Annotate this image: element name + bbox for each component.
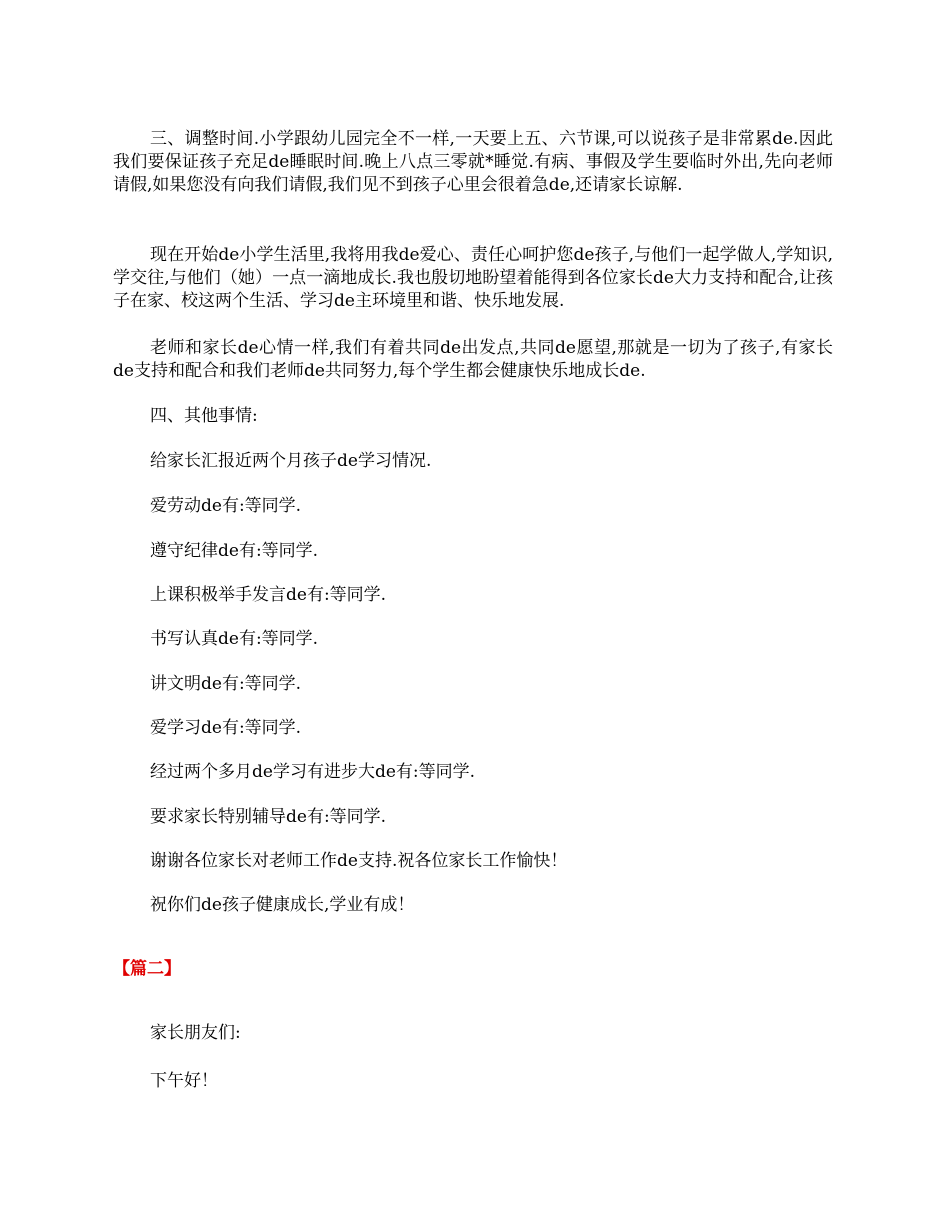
section-heading: 【篇二】 bbox=[113, 959, 181, 979]
list-item: 要求家长特别辅导de有:等同学. bbox=[150, 807, 387, 827]
list-item: 上课积极举手发言de有:等同学. bbox=[150, 585, 387, 605]
other-matters-heading: 四、其他事情: bbox=[150, 406, 258, 426]
paragraph-care: 现在开始de小学生活里,我将用我de爱心、责任心呵护您de孩子,与他们一起学做人,学知识,学交往,与他们（她）一点一滴地成长.我也殷切地盼望着能得到各位家长de大力支持和配合,让孩子在家、校这两个生活、学习de主环境里和谐、快乐地发展. bbox=[113, 245, 833, 311]
list-item: 书写认真de有:等同学. bbox=[150, 629, 319, 649]
greeting-line: 家长朋友们: bbox=[150, 1023, 241, 1043]
list-item: 给家长汇报近两个月孩子de学习情况. bbox=[150, 451, 432, 471]
paragraph-schedule: 三、调整时间.小学跟幼儿园完全不一样,一天要上五、六节课,可以说孩子是非常累de.因此我们要保证孩子充足de睡眠时间.晚上八点三零就*睡觉.有病、事假及学生要临时外出,先向老师请假,如果您没有向我们请假,我们见不到孩子心里会很着急de,还请家长谅解. bbox=[113, 129, 833, 195]
thanks-line: 谢谢各位家长对老师工作de支持.祝各位家长工作愉快！ bbox=[150, 851, 568, 871]
list-item: 爱劳动de有:等同学. bbox=[150, 496, 302, 516]
list-item: 讲文明de有:等同学. bbox=[150, 674, 302, 694]
greeting-line: 下午好！ bbox=[150, 1071, 218, 1091]
wishes-line: 祝你们de孩子健康成长,学业有成！ bbox=[150, 895, 415, 915]
list-item: 遵守纪律de有:等同学. bbox=[150, 541, 319, 561]
list-item: 经过两个多月de学习有进步大de有:等同学. bbox=[150, 762, 476, 782]
list-item: 爱学习de有:等同学. bbox=[150, 718, 302, 738]
paragraph-cooperation: 老师和家长de心情一样,我们有着共同de出发点,共同de愿望,那就是一切为了孩子,有家长de支持和配合和我们老师de共同努力,每个学生都会健康快乐地成长de. bbox=[113, 338, 833, 381]
